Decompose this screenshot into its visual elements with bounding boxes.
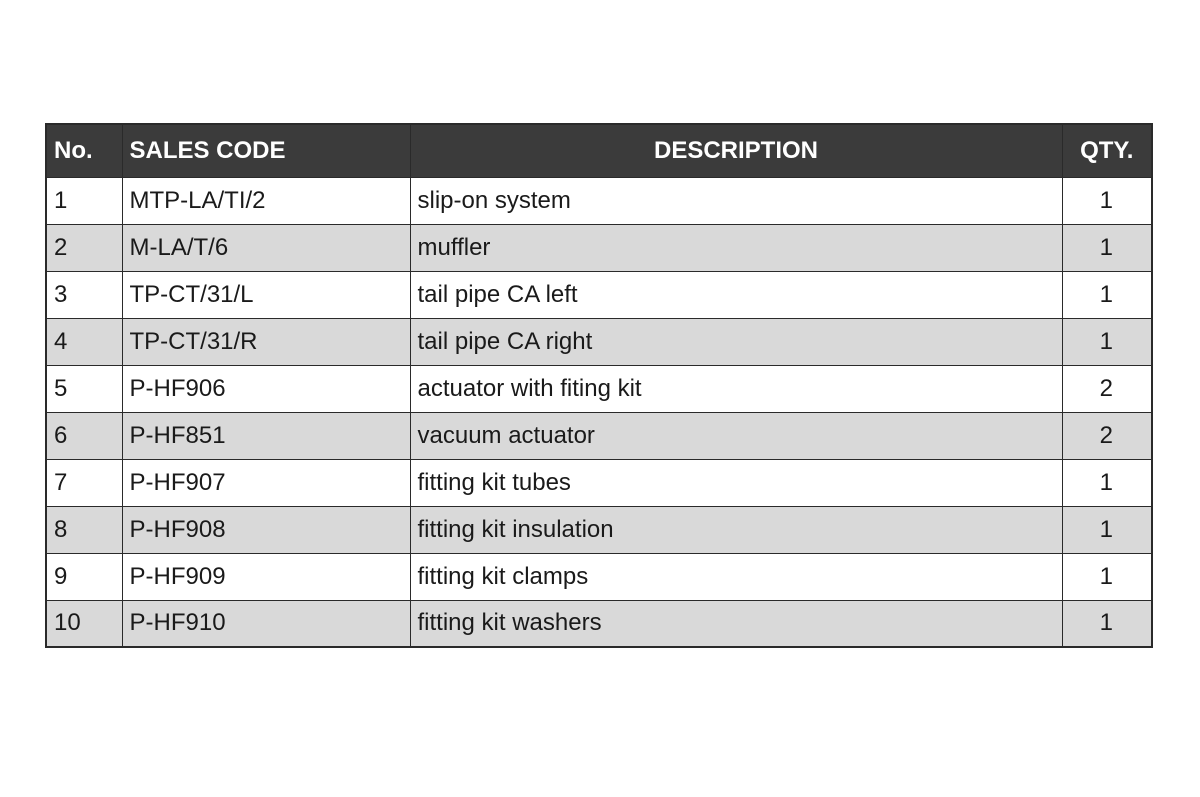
cell-sales-code: TP-CT/31/L: [122, 271, 410, 318]
cell-qty: 1: [1062, 459, 1152, 506]
table-row: [46, 412, 1152, 459]
table-header-row: [46, 124, 1152, 177]
table-row: [46, 177, 1152, 224]
cell-sales-code: P-HF907: [122, 459, 410, 506]
cell-no: 3: [46, 271, 122, 318]
header-qty: QTY.: [1062, 124, 1152, 177]
cell-no: 9: [46, 553, 122, 600]
cell-qty: 2: [1062, 412, 1152, 459]
table-row: [46, 459, 1152, 506]
table-row: [46, 600, 1152, 647]
table-row: [46, 224, 1152, 271]
cell-no: 1: [46, 177, 122, 224]
cell-description: fitting kit washers: [410, 600, 1062, 647]
cell-qty: 1: [1062, 506, 1152, 553]
cell-qty: 1: [1062, 177, 1152, 224]
cell-no: 7: [46, 459, 122, 506]
table-row: [46, 553, 1152, 600]
table-row: [46, 506, 1152, 553]
cell-no: 10: [46, 600, 122, 647]
cell-description: fitting kit tubes: [410, 459, 1062, 506]
header-description: DESCRIPTION: [410, 124, 1062, 177]
cell-sales-code: P-HF906: [122, 365, 410, 412]
cell-no: 6: [46, 412, 122, 459]
cell-sales-code: P-HF851: [122, 412, 410, 459]
cell-sales-code: P-HF910: [122, 600, 410, 647]
cell-no: 4: [46, 318, 122, 365]
table-row: [46, 365, 1152, 412]
cell-sales-code: TP-CT/31/R: [122, 318, 410, 365]
cell-sales-code: M-LA/T/6: [122, 224, 410, 271]
cell-sales-code: MTP-LA/TI/2: [122, 177, 410, 224]
cell-qty: 1: [1062, 318, 1152, 365]
cell-description: tail pipe CA left: [410, 271, 1062, 318]
cell-description: muffler: [410, 224, 1062, 271]
cell-qty: 1: [1062, 553, 1152, 600]
cell-sales-code: P-HF908: [122, 506, 410, 553]
cell-qty: 2: [1062, 365, 1152, 412]
header-sales-code: SALES CODE: [122, 124, 410, 177]
cell-qty: 1: [1062, 271, 1152, 318]
cell-qty: 1: [1062, 600, 1152, 647]
cell-no: 5: [46, 365, 122, 412]
cell-description: vacuum actuator: [410, 412, 1062, 459]
cell-description: actuator with fiting kit: [410, 365, 1062, 412]
header-no: No.: [46, 124, 122, 177]
cell-description: fitting kit insulation: [410, 506, 1062, 553]
table-row: [46, 271, 1152, 318]
cell-description: slip-on system: [410, 177, 1062, 224]
parts-table: [45, 123, 1153, 648]
cell-description: fitting kit clamps: [410, 553, 1062, 600]
cell-no: 2: [46, 224, 122, 271]
cell-sales-code: P-HF909: [122, 553, 410, 600]
cell-description: tail pipe CA right: [410, 318, 1062, 365]
cell-qty: 1: [1062, 224, 1152, 271]
cell-no: 8: [46, 506, 122, 553]
table-row: [46, 318, 1152, 365]
